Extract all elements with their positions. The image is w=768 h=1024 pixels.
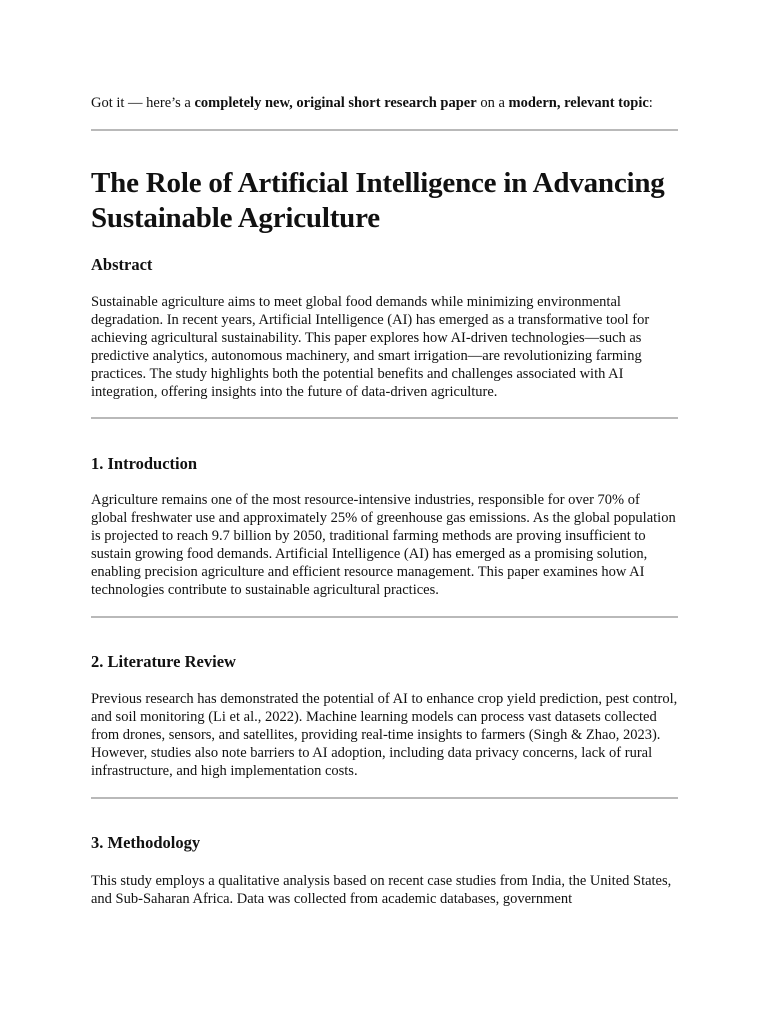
methodology-heading: 3. Methodology [91, 833, 201, 852]
methodology-body: This study employs a qualitative analysis based on recent case studies from India, the United States, and Sub-Saharan Africa. Data was collected from academic databases, government [91, 873, 672, 907]
literature-review-body: Previous research has demonstrated the potential of AI to enhance crop yield prediction, pest control, and soil monitoring (Li et al., 2022). Machine learning models can process vast datasets collected from drones, sensors, and satellites, providing real-time insights to farmers (Singh & Zhao, 2023). However, studies also note barriers to AI adoption, including data privacy concerns, lack of rural infrastructure, and high implementation costs. [91, 691, 678, 779]
introduction-heading: 1. Introduction [91, 454, 198, 473]
intro-text-post: : [648, 95, 653, 111]
abstract-body: Sustainable agriculture aims to meet global food demands while minimizing environmental degradation. In recent years, Artificial Intelligence (AI) has emerged as a transformative tool for achieving agricultural sustainability. This paper explores how AI-driven technologies—such as predictive analytics, autonomous machinery, and smart irrigation—are revolutionizing farming practices. The study highlights both the potential benefits and challenges associated with AI integration, offering insights into the future of data-driven agriculture. [91, 294, 650, 400]
divider-1 [91, 129, 678, 131]
paper-title: The Role of Artificial Intelligence in Advancing Sustainable Agriculture [91, 167, 665, 234]
intro-bold-phrase-2: modern, relevant topic [508, 95, 649, 111]
abstract-heading: Abstract [91, 255, 153, 274]
intro-bold-phrase-1: completely new, original short research paper [194, 95, 477, 111]
intro-line [91, 94, 678, 112]
intro-text-mid: on a [476, 95, 509, 111]
introduction-body: Agriculture remains one of the most resource-intensive industries, responsible for over 70% of global freshwater use and approximately 25% of greenhouse gas emissions. As the global population is projected to reach 9.7 billion by 2050, traditional farming methods are proving insufficient to sustain growing food demands. Artificial Intelligence (AI) has emerged as a promising solution, enabling precision agriculture and efficient resource management. This paper examines how AI technologies contribute to sustainable agricultural practices. [91, 492, 676, 598]
divider-4 [91, 797, 678, 799]
divider-2 [91, 417, 678, 419]
literature-review-heading: 2. Literature Review [91, 652, 236, 671]
divider-3 [91, 616, 678, 618]
intro-text-pre: Got it — here’s a [91, 95, 195, 111]
